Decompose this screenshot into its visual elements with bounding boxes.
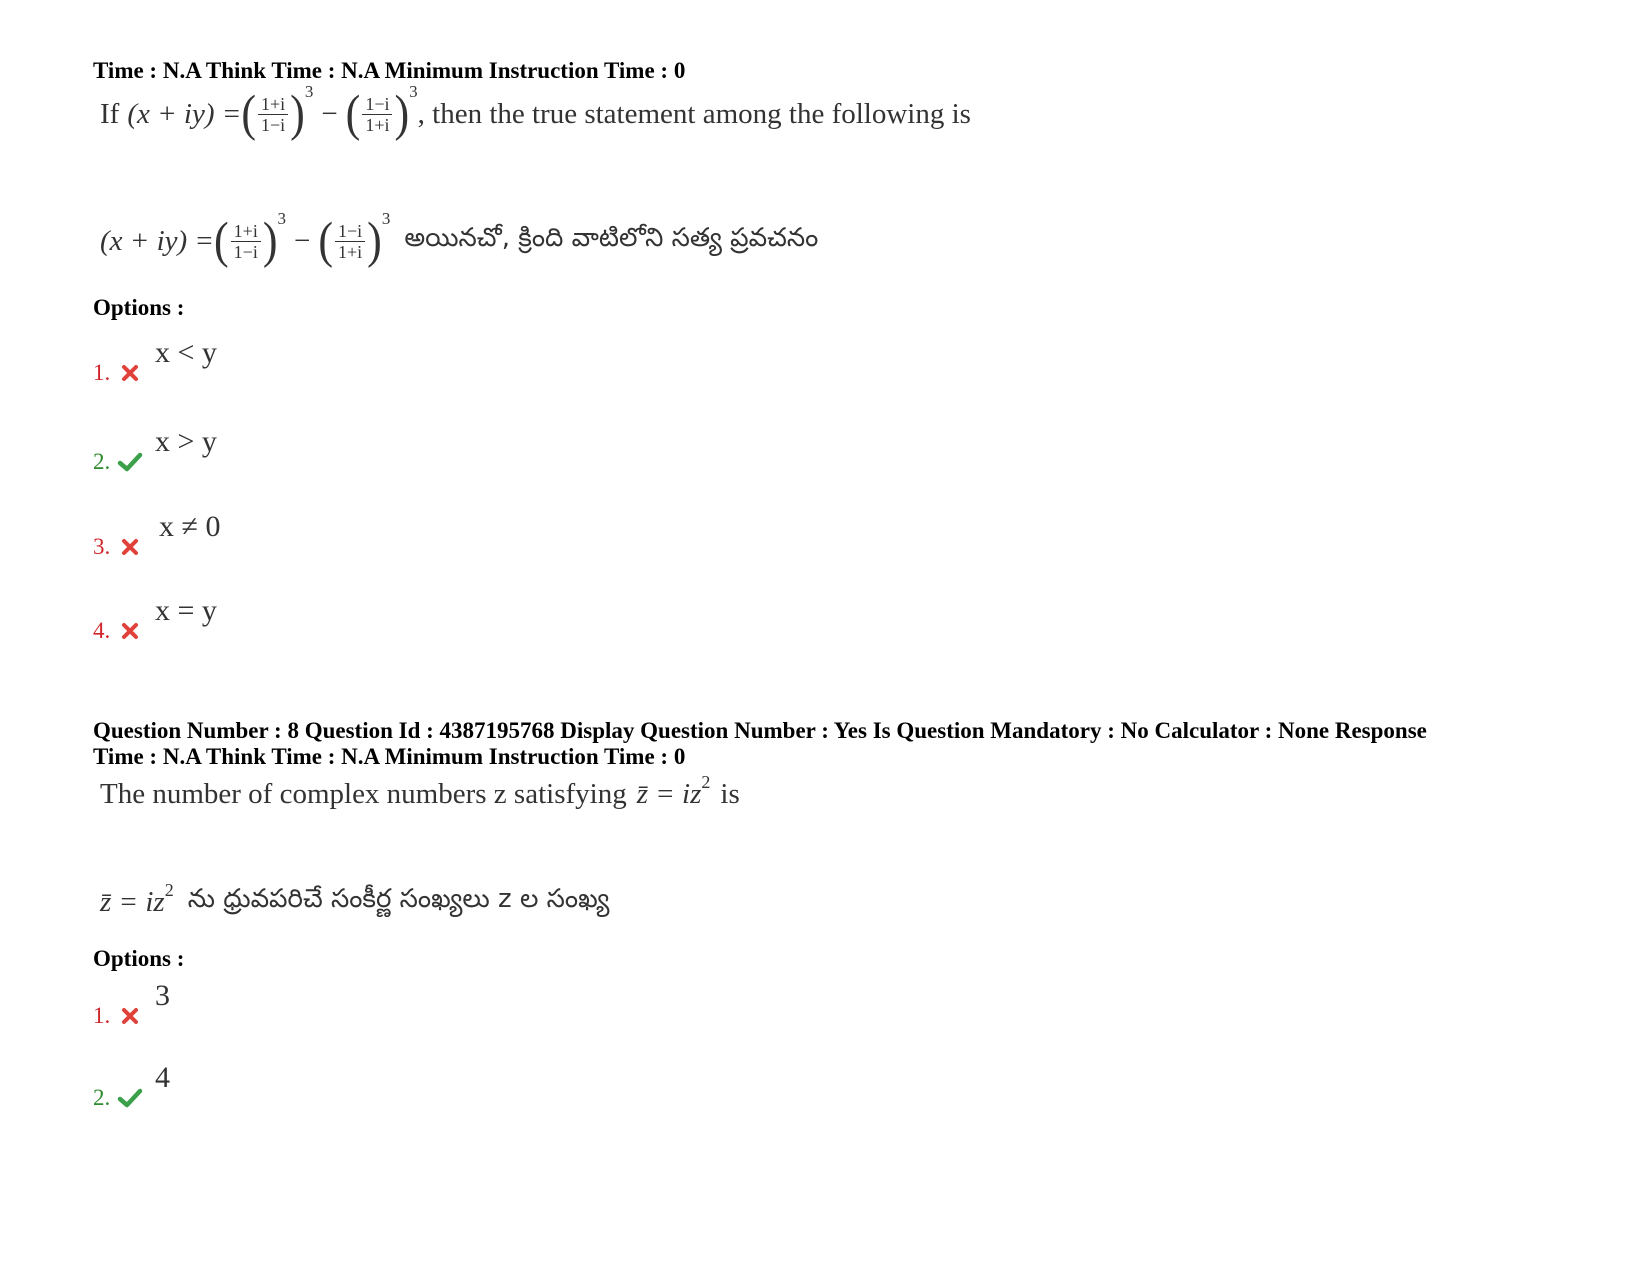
option-value: x < y [155, 336, 217, 369]
cross-icon [117, 362, 143, 384]
q8-telugu-text: ను ధ్రువపరిచే సంకీర్ణ సంఖ్యలు z ల సంఖ్య [187, 884, 610, 914]
q7-option-2[interactable]: 2. x > y [93, 425, 217, 474]
q8-option-2[interactable]: 2. 4 [93, 1061, 170, 1110]
q7-meta-time: Time : N.A Think Time : N.A Minimum Instruction Time : 0 [93, 58, 686, 83]
cross-icon [117, 1005, 143, 1027]
option-value: 4 [155, 1061, 170, 1094]
q7-english-lhs: (x + iy) = [127, 97, 242, 130]
q7-english-question: If (x + iy) = ( $\frac{1+i}{1-i}$ ) 3 − ( $\frac{1-i}{1+i}$ ) 3 , then the true statement among the following is [100, 82, 971, 142]
option-value: x > y [155, 425, 217, 458]
q8-telugu-question: z̄ = iz 2 ను ధ్రువపరిచే సంకీర్ణ సంఖ్యలు z ల సంఖ్య [100, 884, 609, 920]
q8-meta-header: Question Number : 8 Question Id : 4387195768 Display Question Number : Yes Is Question Mandatory : No Calculator : None Response [93, 718, 1427, 743]
q7-english-suffix: , then the true statement among the following is [417, 97, 971, 130]
q7-option-4[interactable]: 4. x = y [93, 594, 217, 643]
check-icon [117, 1087, 143, 1109]
q7-english-prefix: If [100, 97, 120, 130]
check-icon [117, 451, 143, 473]
q8-option-1[interactable]: 1. 3 [93, 979, 170, 1028]
q7-options-label: Options : [93, 295, 185, 320]
option-value: 3 [155, 979, 170, 1012]
q8-options-label: Options : [93, 946, 185, 971]
q8-meta-time: Time : N.A Think Time : N.A Minimum Instruction Time : 0 [93, 744, 686, 769]
cross-icon [117, 536, 143, 558]
q7-telugu-text: అయినచో, క్రింది వాటిలోని సత్య ప్రవచనం [404, 223, 819, 253]
q8-english-question: The number of complex numbers z satisfying z̄ = iz 2 is [100, 772, 740, 810]
option-value: x = y [155, 594, 217, 627]
q7-option-1[interactable]: 1. x < y [93, 336, 217, 385]
q7-telugu-question: (x + iy) = ( $\frac{1+i}{1-i}$ ) 3 − ( $\frac{1-i}{1+i}$ ) 3 అయినచో, క్రింది వాటిలోని సత్య ప్రవచనం [100, 209, 819, 269]
option-value: x ≠ 0 [159, 510, 221, 543]
q7-english-frac1: $\frac{1+i}{1-i}$ [258, 94, 288, 135]
cross-icon [117, 620, 143, 642]
q7-option-3[interactable]: 3. x ≠ 0 [93, 510, 221, 559]
q7-english-frac2: $\frac{1-i}{1+i}$ [362, 94, 392, 135]
